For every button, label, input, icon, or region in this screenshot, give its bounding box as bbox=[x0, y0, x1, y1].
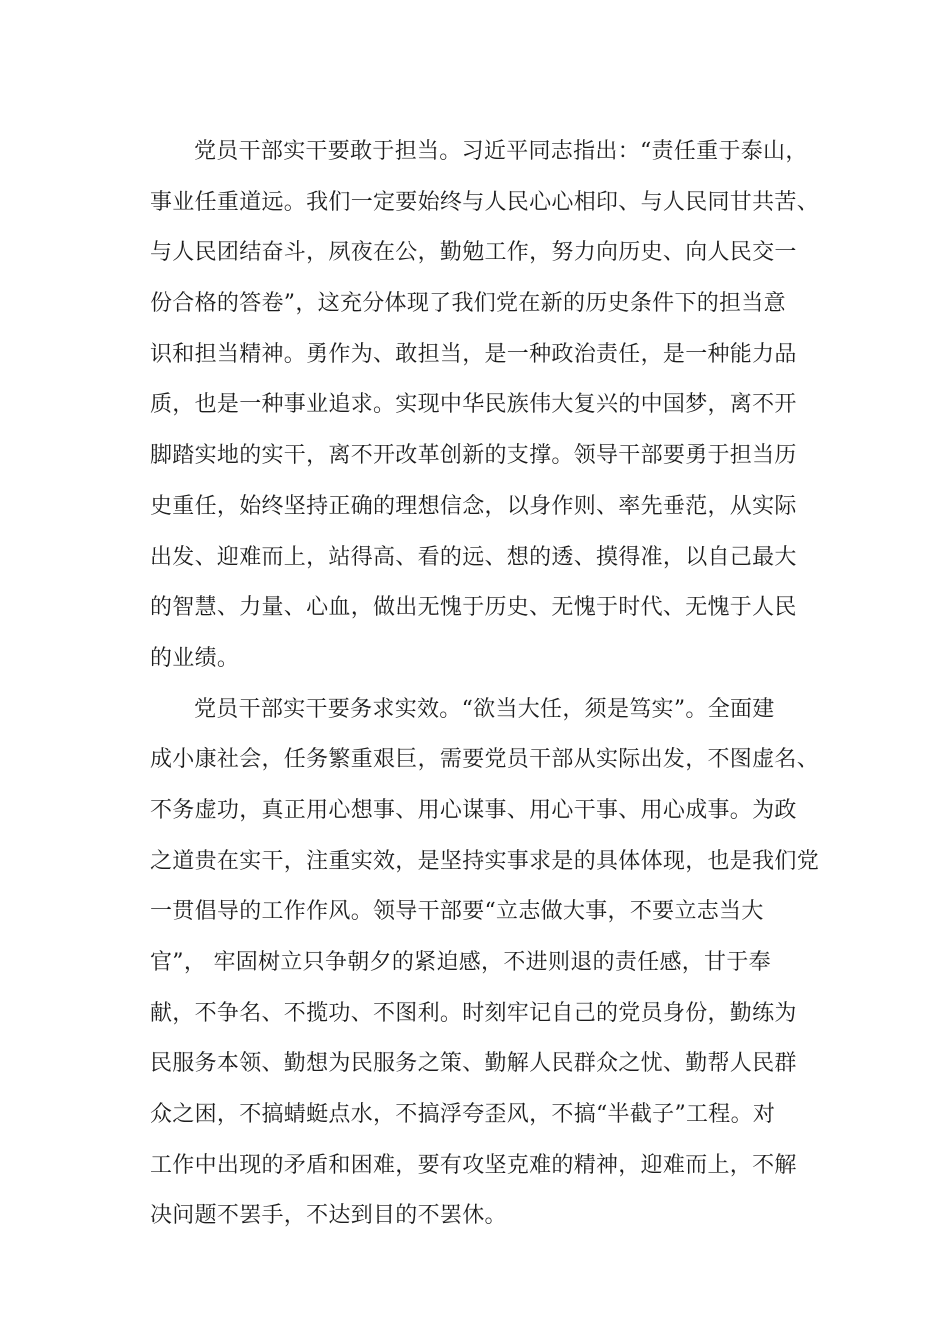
document-body bbox=[150, 127, 820, 1242]
paragraph-line: 不务虚功，真正用心想事、用心谋事、用心干事、用心成事。为政 bbox=[150, 797, 797, 823]
paragraph-line: 与人民团结奋斗，夙夜在公，勤勉工作，努力向历史、向人民交一 bbox=[150, 240, 797, 266]
paragraph-line: 事业任重道远。我们一定要始终与人民心心相印、与人民同甘共苦、 bbox=[150, 189, 820, 215]
paragraph-line: 成小康社会，任务繁重艰巨，需要党员干部从实际出发，不图虚名、 bbox=[150, 747, 820, 773]
paragraph-line: 众之困，不搞蜻蜓点水，不搞浮夸歪风，不搞“半截子”工程。对 bbox=[150, 1102, 776, 1128]
paragraph-line: 份合格的答卷”，这充分体现了我们党在新的历史条件下的担当意 bbox=[150, 291, 786, 317]
paragraph-line: 献，不争名、不揽功、不图利。时刻牢记自己的党员身份，勤练为 bbox=[150, 1000, 797, 1026]
paragraph-line: 党员干部实干要务求实效。“欲当大任，须是笃实”。全面建 bbox=[194, 696, 775, 722]
paragraph-line: 决问题不罢手，不达到目的不罢休。 bbox=[150, 1203, 507, 1229]
paragraph-line: 一贯倡导的工作作风。领导干部要“立志做大事，不要立志当大 bbox=[150, 899, 764, 925]
paragraph-line: 识和担当精神。勇作为、敢担当，是一种政治责任，是一种能力品 bbox=[150, 341, 797, 367]
paragraph-1 bbox=[150, 127, 820, 685]
paragraph-line: 民服务本领、勤想为民服务之策、勤解人民群众之忧、勤帮人民群 bbox=[150, 1051, 797, 1077]
paragraph-line: 质，也是一种事业追求。实现中华民族伟大复兴的中国梦，离不开 bbox=[150, 392, 797, 418]
paragraph-line: 脚踏实地的实干，离不开改革创新的支撑。领导干部要勇于担当历 bbox=[150, 443, 797, 469]
paragraph-line: 的智慧、力量、心血，做出无愧于历史、无愧于时代、无愧于人民 bbox=[150, 595, 797, 621]
paragraph-line: 的业绩。 bbox=[150, 645, 240, 671]
paragraph-line: 之道贵在实干，注重实效，是坚持实事求是的具体体现，也是我们党 bbox=[150, 848, 820, 874]
paragraph-line: 党员干部实干要敢于担当。习近平同志指出：“责任重于泰山， bbox=[194, 139, 808, 164]
paragraph-line: 工作中出现的矛盾和困难，要有攻坚克难的精神，迎难而上，不解 bbox=[150, 1152, 797, 1178]
paragraph-line: 史重任，始终坚持正确的理想信念，以身作则、率先垂范，从实际 bbox=[150, 493, 797, 519]
paragraph-2 bbox=[150, 685, 820, 1243]
paragraph-line: 出发、迎难而上，站得高、看的远、想的透、摸得准，以自己最大 bbox=[150, 544, 797, 570]
paragraph-line: 官”， 牢固树立只争朝夕的紧迫感，不进则退的责任感，甘于奉 bbox=[150, 950, 771, 975]
